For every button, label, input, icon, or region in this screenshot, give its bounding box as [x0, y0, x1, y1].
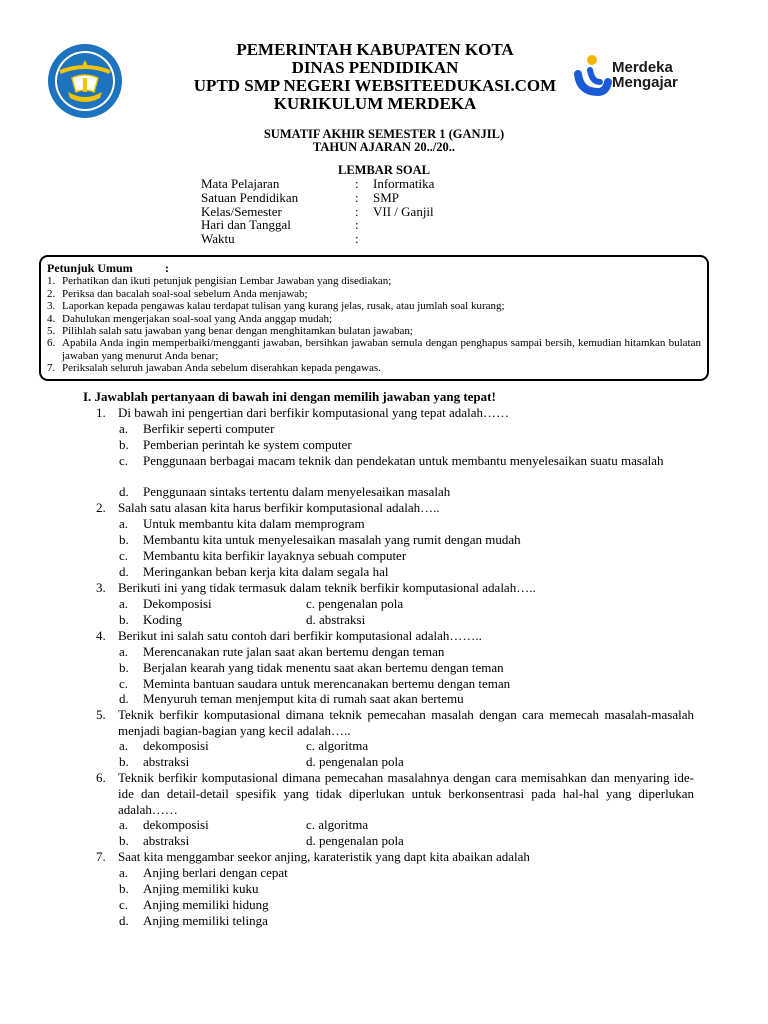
identity-value: Informatika: [373, 176, 435, 191]
instruction-item: [47, 362, 701, 374]
option-letter: c.: [119, 453, 129, 468]
option-b[interactable]: [119, 754, 299, 770]
identity-row: [201, 218, 434, 232]
question-text: Saat kita menggambar seekor anjing, karateristik yang dapt kita abaikan adalah: [118, 849, 530, 864]
merdeka-mengajar-text: [612, 60, 678, 90]
option-text: c. algoritma: [306, 738, 369, 753]
question-number: 2.: [96, 500, 106, 515]
option-d[interactable]: [306, 833, 404, 849]
identity-value: VII / Ganjil: [373, 203, 434, 219]
instruction-item: [47, 288, 701, 300]
option-text: c. pengenalan pola: [306, 596, 404, 611]
option-text: dekomposisi: [143, 817, 209, 832]
identity-row: [201, 177, 434, 191]
instruction-number: 4.: [47, 312, 56, 325]
question-number: 7.: [96, 849, 106, 864]
option-letter: a.: [119, 738, 129, 753]
identity-label: Hari dan Tanggal: [201, 217, 291, 233]
header-line-4: KURIKULUM MERDEKA: [273, 94, 477, 113]
option-d[interactable]: [119, 564, 694, 580]
identity-colon: :: [355, 176, 359, 191]
identity-label: Kelas/Semester: [201, 203, 282, 219]
option-b[interactable]: [119, 612, 299, 628]
option-letter: b.: [119, 754, 129, 769]
instruction-number: 3.: [47, 300, 56, 313]
instruction-number: 7.: [47, 362, 56, 375]
question-text: Salah satu alasan kita harus berfikir komputasional adalah…..: [118, 500, 440, 515]
option-letter: a.: [119, 421, 129, 436]
option-text: Penggunaan sintaks tertentu dalam menyelesaikan masalah: [143, 484, 451, 499]
option-letter: b.: [119, 660, 129, 675]
option-text: Dekomposisi: [143, 596, 212, 611]
identity-colon: :: [355, 203, 359, 219]
instruction-item: [47, 275, 701, 287]
identity-table: [201, 177, 434, 246]
option-text: Koding: [143, 612, 182, 627]
option-letter: a.: [119, 596, 129, 611]
exam-title: SUMATIF AKHIR SEMESTER 1 (GANJIL): [263, 127, 505, 141]
identity-label: Mata Pelajaran: [201, 176, 280, 191]
instruction-number: 5.: [47, 325, 56, 338]
option-text: Membantu kita untuk menyelesaikan masalah yang rumit dengan mudah: [143, 532, 521, 547]
option-c[interactable]: [119, 676, 694, 692]
instructions-title: [47, 262, 701, 274]
instruction-number: 6.: [47, 337, 56, 350]
option-text: c. algoritma: [306, 817, 369, 832]
option-text: Membantu kita berfikir layaknya sebuah computer: [143, 548, 407, 563]
option-text: Berfikir seperti computer: [143, 421, 275, 436]
option-c[interactable]: [306, 596, 403, 612]
option-a[interactable]: [119, 865, 694, 881]
identity-row: [201, 205, 434, 219]
mm-line-2: Mengajar: [612, 74, 678, 91]
question-number: 4.: [96, 628, 106, 643]
option-c[interactable]: [306, 817, 368, 833]
option-letter: a.: [119, 865, 129, 880]
option-d[interactable]: [119, 484, 694, 500]
option-b[interactable]: [119, 833, 299, 849]
question-item: [96, 849, 694, 865]
sheet-title: LEMBAR SOAL: [337, 163, 431, 177]
question-item: [96, 707, 694, 739]
mm-line-1: Merdeka: [612, 59, 673, 76]
option-c[interactable]: [306, 738, 368, 754]
option-letter: a.: [119, 516, 129, 531]
option-letter: d.: [119, 484, 129, 499]
option-text: d. pengenalan pola: [306, 754, 404, 769]
option-d[interactable]: [306, 612, 365, 628]
option-text: Anjing memiliki kuku: [143, 881, 259, 896]
question-text: Di bawah ini pengertian dari berfikir komputasional yang tepat adalah……: [118, 405, 509, 420]
option-letter: b.: [119, 437, 129, 452]
option-text: Anjing berlari dengan cepat: [143, 865, 288, 880]
option-text: abstraksi: [143, 833, 190, 848]
option-a[interactable]: [119, 596, 299, 612]
instruction-text: Laporkan kepada pengawas kalau terdapat tulisan yang kurang jelas, rusak, atau jumlah soal kurang;: [62, 300, 505, 313]
option-letter: c.: [119, 676, 129, 691]
question-number: 3.: [96, 580, 106, 595]
option-a[interactable]: [119, 644, 694, 660]
option-letter: a.: [119, 644, 129, 659]
identity-colon: :: [355, 217, 359, 233]
instruction-item: [47, 337, 701, 362]
instruction-item: [47, 313, 701, 325]
section-heading: I. Jawablah pertanyaan di bawah ini dengan memilih jawaban yang tepat!: [83, 389, 496, 404]
option-d[interactable]: [119, 913, 694, 929]
option-c[interactable]: [119, 897, 694, 913]
option-text: d. pengenalan pola: [306, 833, 404, 848]
option-letter: d.: [119, 913, 129, 928]
identity-label: Satuan Pendidikan: [201, 189, 299, 205]
question-item: [96, 500, 694, 516]
instruction-text: Apabila Anda ingin memperbaiki/mengganti jawaban, bersihkan jawaban semula dengan penghapus sampai bersih, kemudian hitamkan bulatan jawaban yang menurut Anda benar;: [62, 337, 701, 362]
option-letter: c.: [119, 897, 129, 912]
instructions-title-text: Petunjuk Umum: [47, 261, 133, 275]
option-text: Meringankan beban kerja kita dalam segala hal: [143, 564, 389, 579]
instruction-item: [47, 325, 701, 337]
option-text: Penggunaan berbagai macam teknik dan pendekatan untuk membantu menyelesaikan suatu masalah: [143, 453, 664, 468]
instruction-item: [47, 300, 701, 312]
instruction-text: Perhatikan dan ikuti petunjuk pengisian Lembar Jawaban yang disediakan;: [62, 275, 392, 288]
option-a[interactable]: [119, 516, 694, 532]
instruction-text: Pilihlah salah satu jawaban yang benar dengan menghitamkan bulatan jawaban;: [62, 325, 413, 338]
option-c[interactable]: [119, 548, 694, 564]
option-text: d. abstraksi: [306, 612, 366, 627]
option-text: Menyuruh teman menjemput kita di rumah saat akan bertemu: [143, 691, 464, 706]
header-line-3: UPTD SMP NEGERI WEBSITEEDUKASI.COM: [193, 76, 557, 95]
option-text: Anjing memiliki telinga: [143, 913, 268, 928]
option-text: Pemberian perintah ke system computer: [143, 437, 352, 452]
option-letter: c.: [119, 548, 129, 563]
academic-year: TAHUN AJARAN 20../20..: [312, 140, 456, 154]
option-text: abstraksi: [143, 754, 190, 769]
question-number: 5.: [96, 707, 106, 722]
option-text: Meminta bantuan saudara untuk merencanakan bertemu dengan teman: [143, 676, 511, 691]
instruction-text: Periksalah seluruh jawaban Anda sebelum diserahkan kepada pengawas.: [62, 362, 381, 375]
option-b[interactable]: [119, 660, 694, 676]
identity-colon: :: [355, 231, 359, 247]
question-number: 6.: [96, 770, 106, 785]
question-item: [96, 580, 694, 596]
identity-label: Waktu: [201, 231, 235, 247]
question-number: 1.: [96, 405, 106, 420]
header-line-2: DINAS PENDIDIKAN: [291, 58, 459, 77]
question-text: Berikuti ini yang tidak termasuk dalam teknik berfikir komputasional adalah…..: [118, 580, 536, 595]
option-letter: a.: [119, 817, 129, 832]
option-a[interactable]: [119, 738, 299, 754]
identity-row: [201, 232, 434, 246]
question-item: [96, 770, 694, 818]
option-b[interactable]: [119, 881, 694, 897]
header-line-1: PEMERINTAH KABUPATEN KOTA: [236, 40, 514, 59]
option-text: Merencanakan rute jalan saat akan bertemu dengan teman: [143, 644, 445, 659]
option-letter: b.: [119, 833, 129, 848]
identity-value: SMP: [373, 189, 400, 205]
instruction-text: Periksa dan bacalah soal-soal sebelum Anda menjawab;: [62, 287, 308, 300]
question-text: Teknik berfikir komputasional dimana pemecahan masalahnya dengan cara memisahkan dan menyaring ide-ide dan detail-detail spesifik yang tidak diperlukan untuk berkonsentrasi pada hal-hal yang diperlukan adalah……: [118, 770, 694, 817]
option-text: dekomposisi: [143, 738, 209, 753]
question-item: [96, 405, 694, 421]
school-header: [150, 41, 600, 113]
identity-row: [201, 191, 434, 205]
identity-colon: :: [355, 189, 359, 205]
general-instructions-box: [39, 255, 709, 381]
option-c[interactable]: [119, 453, 694, 469]
option-d[interactable]: [119, 691, 694, 707]
option-letter: b.: [119, 881, 129, 896]
option-letter: b.: [119, 532, 129, 547]
question-item: [96, 628, 694, 644]
option-a[interactable]: [119, 817, 299, 833]
instruction-text: Dahulukan mengerjakan soal-soal yang Anda anggap mudah;: [62, 312, 333, 325]
question-text: Teknik berfikir komputasional dimana teknik pemecahan masalah dengan cara memecah masalah-masalah menjadi bagian-bagian yang kecil adalah…..: [118, 707, 694, 738]
option-text: Berjalan kearah yang tidak menentu saat akan bertemu dengan teman: [143, 660, 504, 675]
option-letter: d.: [119, 564, 129, 579]
option-d[interactable]: [306, 754, 404, 770]
option-b[interactable]: [119, 532, 694, 548]
option-b[interactable]: [119, 437, 694, 453]
option-a[interactable]: [119, 421, 694, 437]
instructions-title-colon: :: [165, 261, 169, 275]
option-letter: d.: [119, 691, 129, 706]
option-letter: b.: [119, 612, 129, 627]
question-text: Berikut ini salah satu contoh dari berfikir komputasional adalah……..: [118, 628, 482, 643]
instruction-number: 2.: [47, 287, 56, 300]
instruction-number: 1.: [47, 275, 56, 288]
tut-wuri-handayani-logo: [46, 42, 124, 120]
option-text: Untuk membantu kita dalam memprogram: [143, 516, 365, 531]
option-text: Anjing memiliki hidung: [143, 897, 269, 912]
